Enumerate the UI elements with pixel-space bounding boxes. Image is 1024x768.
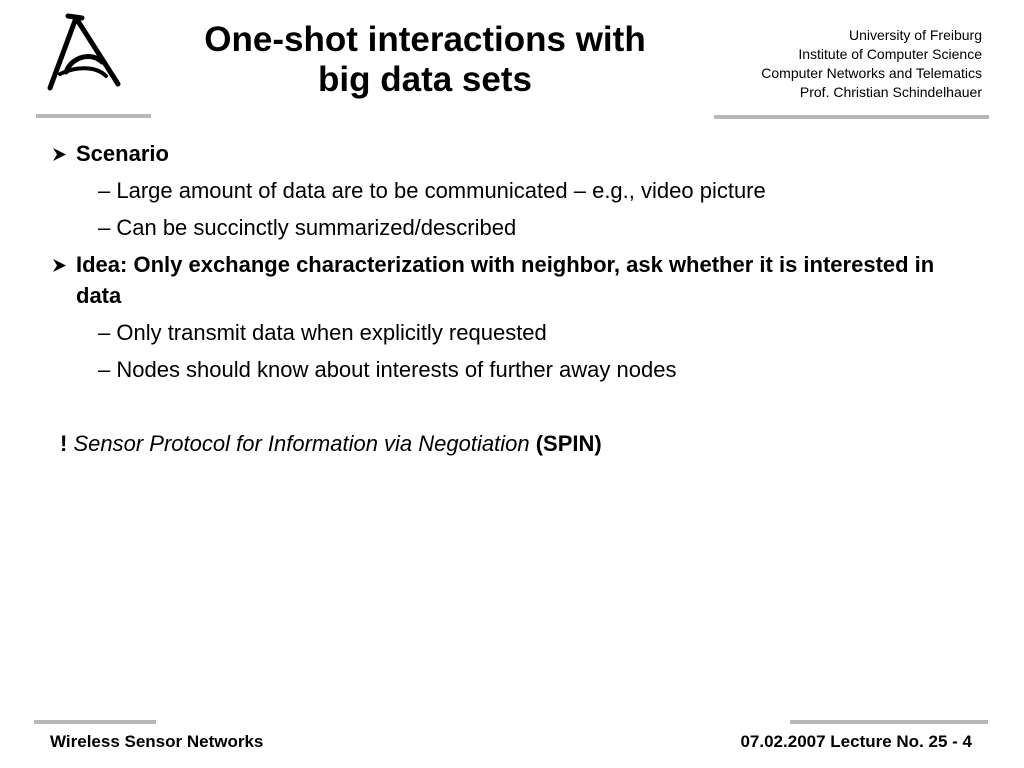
- university-logo-icon: [36, 12, 132, 96]
- spin-note: [52, 428, 952, 459]
- footer-rule-left: [34, 720, 156, 724]
- slide-title: [150, 20, 700, 100]
- affiliation-block: [662, 26, 982, 102]
- exclamation-mark: !: [60, 431, 68, 456]
- affiliation-university: University of Freiburg: [848, 27, 982, 43]
- footer-course: Wireless Sensor Networks: [50, 732, 264, 751]
- protocol-abbreviation: (SPIN): [535, 431, 602, 456]
- title-line-1: One-shot interactions with: [204, 20, 646, 59]
- affiliation-department: Computer Networks and Telematics: [761, 65, 982, 81]
- bullet-scenario: [52, 138, 952, 169]
- affiliation-institute: Institute of Computer Science: [798, 46, 982, 62]
- footer-rule-right: [790, 720, 988, 724]
- protocol-name: Sensor Protocol for Information via Negotiation: [73, 431, 530, 456]
- title-line-2: big data sets: [318, 60, 532, 99]
- affiliation-professor: Prof. Christian Schindelhauer: [799, 84, 982, 100]
- header-rule-left: [36, 114, 151, 118]
- footer-date-lecture: 07.02.2007 Lecture No. 25 - 4: [740, 732, 972, 751]
- slide-content: [52, 138, 952, 459]
- sub-bullet: – Nodes should know about interests of further away nodes: [98, 357, 677, 382]
- arrowhead-bullet-icon: [52, 258, 67, 273]
- arrowhead-bullet-icon: [52, 147, 67, 162]
- header-rule-right: [714, 115, 989, 119]
- bullet-label: Scenario: [76, 141, 169, 166]
- sub-bullet: – Can be succinctly summarized/described: [98, 215, 517, 240]
- bullet-idea: [52, 249, 952, 311]
- bullet-label: Idea: Only exchange characterization with neighbor, ask whether it is interested in data: [76, 252, 935, 308]
- sub-bullet: – Large amount of data are to be communicated – e.g., video picture: [98, 178, 766, 203]
- sub-bullet: – Only transmit data when explicitly requested: [98, 320, 547, 345]
